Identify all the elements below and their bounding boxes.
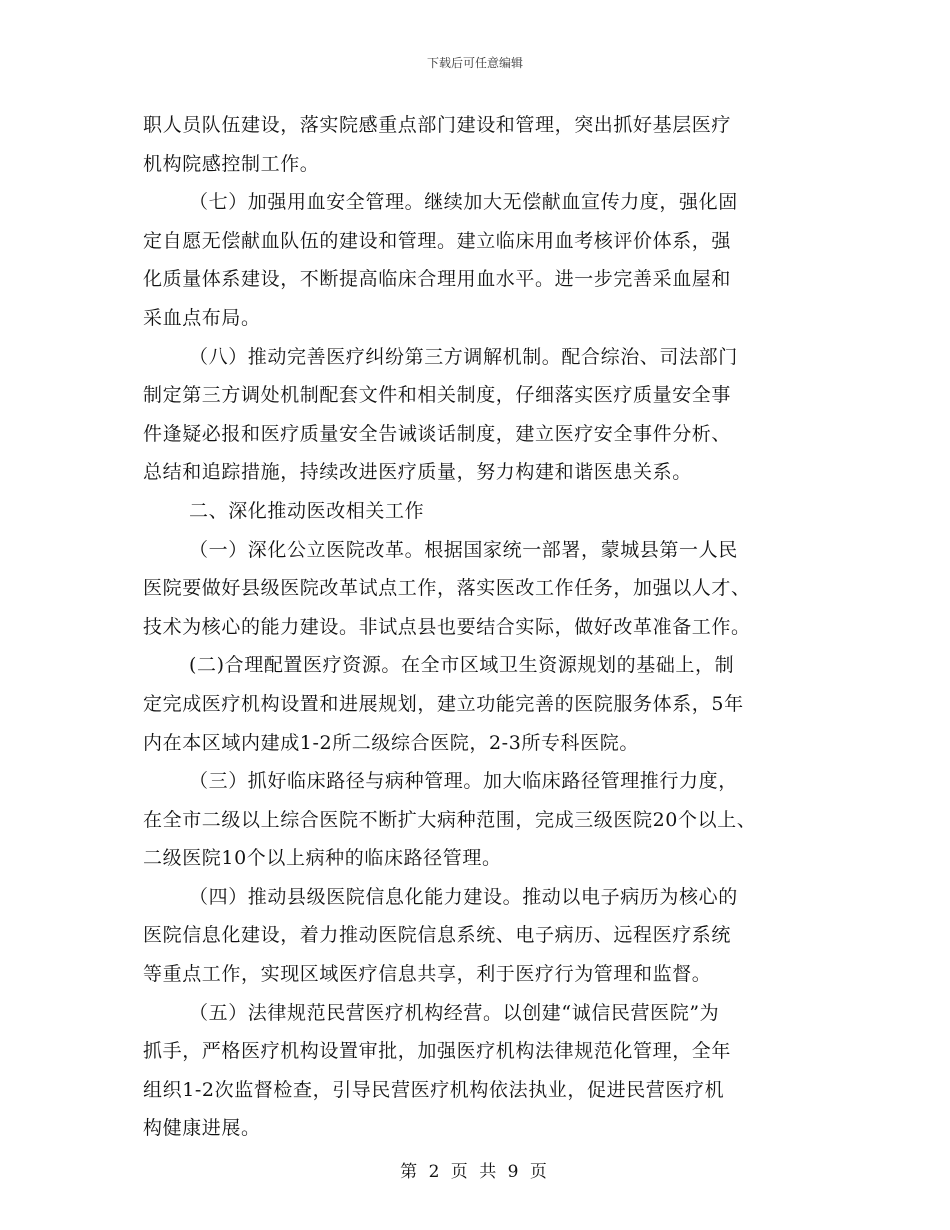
paragraph-start-line: （七）加强用血安全管理。继续加大无偿献血宣传力度，强化固 [189, 191, 738, 214]
page-header: 下载后可任意编辑 [426, 56, 523, 70]
text-line: 构健康进展。 [143, 1117, 261, 1140]
text-line: 组织1-2次监督检查，引导民营医疗机构依法执业，促进民营医疗机 [143, 1078, 725, 1101]
text-line: 等重点工作，实现区域医疗信息共享，利于医疗行为管理和监督。 [143, 963, 712, 986]
text-line: 总结和追踪措施，持续改进医疗质量，努力构建和谐医患关系。 [143, 461, 692, 484]
text-line: 制定第三方调处机制配套文件和相关制度，仔细落实医疗质量安全事 [143, 384, 732, 407]
text-line: 二级医院10个以上病种的临床路径管理。 [143, 847, 502, 870]
paragraph-start-line: （四）推动县级医院信息化能力建设。推动以电子病历为核心的 [189, 885, 738, 908]
text-line: 化质量体系建设，不断提高临床合理用血水平。进一步完善采血屋和 [143, 268, 732, 291]
text-line: 医院要做好县级医院改革试点工作，落实医改工作任务，加强以人才、 [143, 577, 751, 600]
text-line: 采血点布局。 [143, 306, 261, 329]
text-line: 定自愿无偿献血队伍的建设和管理。建立临床用血考核评价体系，强 [143, 229, 732, 252]
text-line: 定完成医疗机构设置和进展规划，建立功能完善的医院服务体系，5年 [143, 692, 744, 715]
section-heading: 二、深化推动医改相关工作 [189, 499, 425, 522]
page-number-footer: 第 2 页 共 9 页 [400, 1162, 550, 1182]
paragraph-start-line: （一）深化公立医院改革。根据国家统一部署，蒙城县第一人民 [189, 538, 738, 561]
text-line: 技术为核心的能力建设。非试点县也要结合实际，做好改革准备工作。 [143, 615, 751, 638]
paragraph-start-line: （五）法律规范民营医疗机构经营。以创建“诚信民营医院”为 [189, 1001, 720, 1024]
document-body [143, 106, 813, 1148]
text-line: 抓手，严格医疗机构设置审批，加强医疗机构法律规范化管理，全年 [143, 1040, 732, 1063]
text-line: 内在本区域内建成1-2所二级综合医院，2-3所专科医院。 [143, 731, 639, 754]
text-line: 件逢疑必报和医疗质量安全告诫谈话制度，建立医疗安全事件分析、 [143, 422, 732, 445]
text-line: 职人员队伍建设，落实院感重点部门建设和管理，突出抓好基层医疗 [143, 114, 732, 136]
text-line: 医院信息化建设，着力推动医院信息系统、电子病历、远程医疗系统 [143, 924, 732, 947]
text-line: 机构院感控制工作。 [143, 152, 320, 175]
paragraph-start-line: （八）推动完善医疗纠纷第三方调解机制。配合综治、司法部门 [189, 345, 738, 368]
text-line: 在全市二级以上综合医院不断扩大病种范围，完成三级医院20个以上、 [143, 808, 757, 831]
paragraph-start-line: （三）抓好临床路径与病种管理。加大临床路径管理推行力度， [189, 770, 738, 793]
paragraph-start-line: (二)合理配置医疗资源。在全市区域卫生资源规划的基础上，制 [189, 654, 735, 677]
